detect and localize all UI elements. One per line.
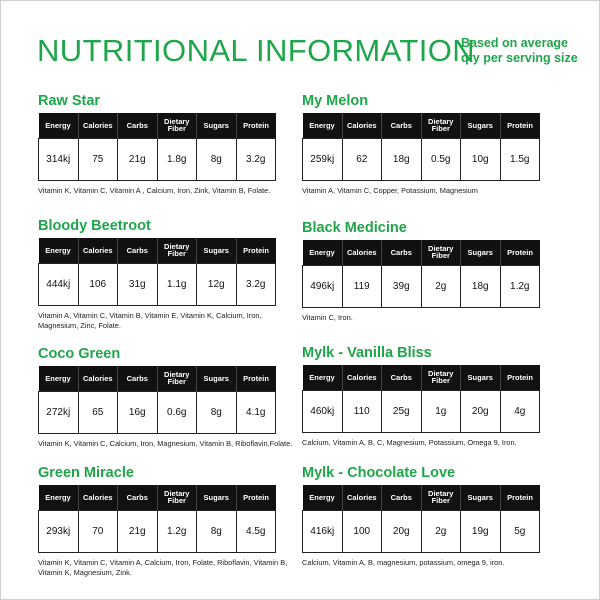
table-row	[303, 138, 540, 180]
nutrition-table	[38, 238, 276, 306]
carbs-value: 20g	[382, 510, 422, 552]
column-header-carbs: Carbs	[382, 365, 422, 390]
carbs-value: 21g	[118, 138, 158, 180]
column-header-protein: Protein	[500, 485, 540, 510]
product-name: Mylk - Vanilla Bliss	[302, 345, 432, 361]
column-header-calories: Calories	[78, 366, 118, 391]
sugars-value: 12g	[197, 263, 237, 305]
column-header-carbs: Carbs	[118, 238, 158, 263]
vitamin-list: Vitamin C, Iron.	[302, 312, 353, 322]
column-header-energy: Energy	[39, 366, 79, 391]
product-card	[302, 219, 564, 323]
energy-value: 314kj	[39, 138, 79, 180]
column-header-sugars: Sugars	[461, 113, 501, 138]
page-title: NUTRITIONAL INFORMATION	[37, 33, 476, 68]
protein-value: 1.5g	[500, 138, 540, 180]
column-header-carbs: Carbs	[382, 485, 422, 510]
calories-value: 110	[342, 390, 382, 432]
product-card	[38, 92, 300, 196]
column-header-carbs: Carbs	[118, 113, 158, 138]
calories-value: 62	[342, 138, 382, 180]
carbs-value: 25g	[382, 390, 422, 432]
sugars-value: 8g	[197, 138, 237, 180]
table-row	[39, 391, 276, 433]
table-row	[39, 138, 276, 180]
column-header-calories: Calories	[78, 485, 118, 510]
product-name: Raw Star	[38, 93, 101, 109]
vitamin-list: Vitamin K, Vitamin C, Vitamin A , Calcium, Iron, Zink, Vitamin B, Folate.	[38, 185, 271, 195]
column-header-carbs: Carbs	[382, 240, 422, 265]
fiber-value: 0.6g	[157, 391, 197, 433]
carbs-value: 18g	[382, 138, 422, 180]
column-header-calories: Calories	[342, 485, 382, 510]
energy-value: 444kj	[39, 263, 79, 305]
column-header-protein: Protein	[500, 240, 540, 265]
product-card	[38, 217, 300, 331]
protein-value: 4g	[500, 390, 540, 432]
sugars-value: 20g	[461, 390, 501, 432]
sugars-value: 8g	[197, 391, 237, 433]
energy-value: 259kj	[303, 138, 343, 180]
product-card	[302, 464, 564, 568]
protein-value: 4.1g	[236, 391, 276, 433]
fiber-value: 1.8g	[157, 138, 197, 180]
product-name: Mylk - Chocolate Love	[302, 465, 456, 481]
column-header-energy: Energy	[303, 240, 343, 265]
carbs-value: 31g	[118, 263, 158, 305]
column-header-dietary-fiber: Dietary Fiber	[421, 240, 461, 265]
column-header-calories: Calories	[342, 113, 382, 138]
column-header-protein: Protein	[236, 113, 276, 138]
calories-value: 75	[78, 138, 118, 180]
column-header-sugars: Sugars	[461, 240, 501, 265]
product-card	[302, 92, 564, 196]
energy-value: 496kj	[303, 265, 343, 307]
column-header-protein: Protein	[500, 113, 540, 138]
fiber-value: 2g	[421, 265, 461, 307]
calories-value: 65	[78, 391, 118, 433]
vitamin-list: Vitamin A, Vitamin C, Copper, Potassium, Magnesium	[302, 185, 478, 195]
sugars-value: 18g	[461, 265, 501, 307]
table-row	[303, 390, 540, 432]
column-header-sugars: Sugars	[197, 238, 237, 263]
vitamin-list: Calcium, Vitamin A, B, C, Magnesium, Potassium, Omega 9, Iron.	[302, 437, 517, 447]
protein-value: 4.5g	[236, 510, 276, 552]
vitamin-list: Vitamin K, Vitamin C, Vitamin A, Calcium, Iron, Folate, Riboflavin, Vitamin B, Vitamin K, Magnesium, Zink.	[38, 557, 288, 577]
column-header-sugars: Sugars	[461, 365, 501, 390]
nutrition-table	[302, 240, 540, 308]
column-header-calories: Calories	[342, 240, 382, 265]
fiber-value: 1.1g	[157, 263, 197, 305]
column-header-protein: Protein	[500, 365, 540, 390]
column-header-carbs: Carbs	[118, 485, 158, 510]
column-header-dietary-fiber: Dietary Fiber	[421, 365, 461, 390]
product-card	[302, 344, 564, 448]
table-row	[303, 510, 540, 552]
column-header-protein: Protein	[236, 485, 276, 510]
column-header-protein: Protein	[236, 366, 276, 391]
product-name: Green Miracle	[38, 465, 134, 481]
fiber-value: 2g	[421, 510, 461, 552]
calories-value: 119	[342, 265, 382, 307]
nutrition-table	[302, 485, 540, 553]
energy-value: 293kj	[39, 510, 79, 552]
column-header-dietary-fiber: Dietary Fiber	[421, 485, 461, 510]
carbs-value: 21g	[118, 510, 158, 552]
column-header-carbs: Carbs	[382, 113, 422, 138]
nutrition-table	[302, 365, 540, 433]
column-header-dietary-fiber: Dietary Fiber	[157, 113, 197, 138]
protein-value: 5g	[500, 510, 540, 552]
column-header-carbs: Carbs	[118, 366, 158, 391]
column-header-sugars: Sugars	[197, 366, 237, 391]
column-header-dietary-fiber: Dietary Fiber	[157, 485, 197, 510]
vitamin-list: Vitamin A, Vitamin C, Vitamin B, Vitamin E, Vitamin K, Calcium, Iron, Magnesium, Zinc, Folate.	[38, 310, 262, 330]
nutrition-table	[38, 485, 276, 553]
fiber-value: 0.5g	[421, 138, 461, 180]
column-header-calories: Calories	[342, 365, 382, 390]
fiber-value: 1g	[421, 390, 461, 432]
column-header-energy: Energy	[303, 485, 343, 510]
column-header-energy: Energy	[39, 113, 79, 138]
product-name: Coco Green	[38, 346, 121, 362]
vitamin-list: Calcium, Vitamin A, B, magnesium, potassium, omega 9, iron.	[302, 557, 505, 567]
column-header-dietary-fiber: Dietary Fiber	[157, 238, 197, 263]
column-header-dietary-fiber: Dietary Fiber	[421, 113, 461, 138]
protein-value: 3.2g	[236, 138, 276, 180]
protein-value: 1.2g	[500, 265, 540, 307]
column-header-energy: Energy	[303, 113, 343, 138]
energy-value: 416kj	[303, 510, 343, 552]
product-card	[38, 345, 300, 449]
carbs-value: 39g	[382, 265, 422, 307]
calories-value: 100	[342, 510, 382, 552]
nutrition-table	[302, 113, 540, 181]
table-row	[303, 265, 540, 307]
carbs-value: 16g	[118, 391, 158, 433]
column-header-sugars: Sugars	[461, 485, 501, 510]
calories-value: 70	[78, 510, 118, 552]
product-name: My Melon	[302, 93, 369, 109]
column-header-calories: Calories	[78, 113, 118, 138]
column-header-protein: Protein	[236, 238, 276, 263]
page-subtitle: Based on average qty per serving size	[461, 36, 578, 65]
protein-value: 3.2g	[236, 263, 276, 305]
fiber-value: 1.2g	[157, 510, 197, 552]
product-name: Black Medicine	[302, 220, 407, 236]
column-header-energy: Energy	[39, 485, 79, 510]
nutrition-table	[38, 113, 276, 181]
sugars-value: 19g	[461, 510, 501, 552]
column-header-energy: Energy	[303, 365, 343, 390]
energy-value: 272kj	[39, 391, 79, 433]
sugars-value: 8g	[197, 510, 237, 552]
table-row	[39, 263, 276, 305]
sugars-value: 10g	[461, 138, 501, 180]
calories-value: 106	[78, 263, 118, 305]
product-card	[38, 464, 300, 578]
table-row	[39, 510, 276, 552]
column-header-dietary-fiber: Dietary Fiber	[157, 366, 197, 391]
column-header-energy: Energy	[39, 238, 79, 263]
header	[37, 31, 577, 71]
column-header-sugars: Sugars	[197, 113, 237, 138]
nutrition-table	[38, 366, 276, 434]
column-header-calories: Calories	[78, 238, 118, 263]
energy-value: 460kj	[303, 390, 343, 432]
column-header-sugars: Sugars	[197, 485, 237, 510]
product-name: Bloody Beetroot	[38, 218, 151, 234]
vitamin-list: Vitamin K, Vitamin C, Calcium, Iron, Magnesium, Vitamin B, Riboflavin,Folate.	[38, 438, 293, 448]
